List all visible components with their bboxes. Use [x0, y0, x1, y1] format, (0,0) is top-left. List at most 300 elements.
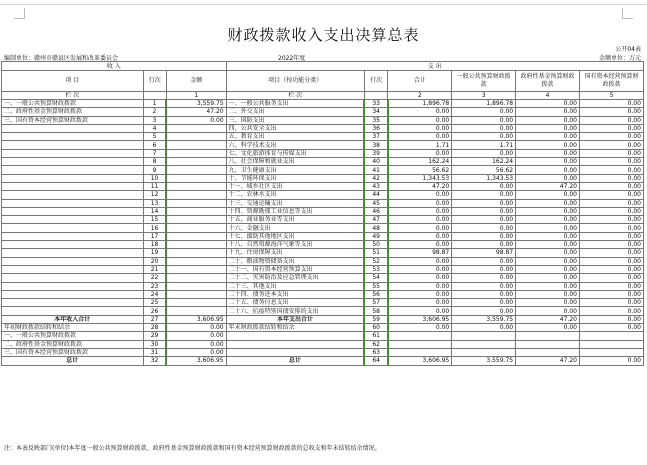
- income-line: 29: [143, 332, 166, 340]
- total-value: [388, 340, 452, 348]
- expense-item: 二十六、抗疫特别国债安排的支出: [226, 307, 364, 315]
- table-row: [2, 158, 644, 166]
- general-budget-header: 一般公共预算财政拨款: [452, 71, 516, 92]
- income-line: 5: [143, 133, 166, 141]
- income-amount: [166, 199, 226, 207]
- income-amount: [166, 158, 226, 166]
- expense-line: 57: [364, 299, 387, 307]
- total-value: 1,896.78: [388, 100, 452, 108]
- income-section-header: 收 入: [2, 62, 227, 71]
- income-line: 3: [143, 116, 166, 124]
- expense-line: 49: [364, 232, 387, 240]
- income-line: 1: [143, 100, 166, 108]
- income-line: 18: [143, 241, 166, 249]
- expense-line: 52: [364, 257, 387, 265]
- expense-line: 56: [364, 290, 387, 298]
- table-row: [2, 133, 644, 141]
- general-value: 0.00: [452, 299, 516, 307]
- col-number-2: 2: [388, 92, 452, 100]
- expense-line: 38: [364, 141, 387, 149]
- report-title: 财政拨款收入支出决算总表: [227, 26, 420, 44]
- general-value: 0.00: [452, 290, 516, 298]
- income-item: [2, 232, 144, 240]
- state-value: 0.00: [579, 174, 643, 182]
- table-row: [2, 108, 644, 116]
- income-line: 15: [143, 216, 166, 224]
- total-value: 56.62: [388, 166, 452, 174]
- total-value: 0.00: [388, 257, 452, 265]
- state-value: 0.00: [579, 224, 643, 232]
- fund-value: [516, 348, 580, 356]
- expense-item: 二十四、债务还本支出: [226, 290, 364, 298]
- total-value: 0.00: [388, 241, 452, 249]
- expense-item: 十八、自然资源海洋气象等支出: [226, 241, 364, 249]
- state-value: 0.00: [579, 216, 643, 224]
- expense-line: 33: [364, 100, 387, 108]
- general-value: 0.00: [452, 224, 516, 232]
- income-amount: [166, 191, 226, 199]
- total-value: 0.00: [388, 207, 452, 215]
- expense-line: 36: [364, 124, 387, 132]
- state-value: [579, 332, 643, 340]
- income-item: 二、政府性基金预算财政拨款: [2, 340, 144, 348]
- expense-item: 二十、粮油物资储备支出: [226, 257, 364, 265]
- income-item: [2, 216, 144, 224]
- total-value: 0.00: [388, 108, 452, 116]
- table-row: [2, 241, 644, 249]
- income-amount-header: 金额: [166, 71, 226, 92]
- expense-line: 43: [364, 182, 387, 190]
- income-item: 三、国有资本经营预算财政拨款: [2, 116, 144, 124]
- income-amount: [166, 249, 226, 257]
- col-number-3: 3: [452, 92, 516, 100]
- expense-item: 二、外交支出: [226, 108, 364, 116]
- income-item: [2, 207, 144, 215]
- expense-line: 60: [364, 324, 387, 332]
- total-value: 0.00: [388, 133, 452, 141]
- table-row: [2, 290, 644, 298]
- income-item: [2, 174, 144, 182]
- expense-item: [226, 340, 364, 348]
- income-amount: [166, 241, 226, 249]
- expense-line: 62: [364, 340, 387, 348]
- expense-item: 十二、农林水支出: [226, 191, 364, 199]
- state-value: 0.00: [579, 265, 643, 273]
- income-item: 一、一般公共预算财政拨款: [2, 332, 144, 340]
- income-item: [2, 274, 144, 282]
- total-value: 0.00: [388, 282, 452, 290]
- general-value: 0.00: [452, 207, 516, 215]
- general-value: 0.00: [452, 133, 516, 141]
- fund-value: 0.00: [516, 116, 580, 124]
- col-number-4: 4: [516, 92, 580, 100]
- expense-item: 九、卫生健康支出: [226, 166, 364, 174]
- income-amount: [166, 265, 226, 273]
- table-row: [2, 224, 644, 232]
- total-value: 0.00: [388, 324, 452, 332]
- expense-line: 42: [364, 174, 387, 182]
- income-line: 2: [143, 108, 166, 116]
- total-value: 47.20: [388, 182, 452, 190]
- total-value: 0.00: [388, 299, 452, 307]
- crop-mark-right: [622, 8, 633, 19]
- income-amount: [166, 133, 226, 141]
- fund-value: 0.00: [516, 324, 580, 332]
- income-amount: 3,606.95: [166, 357, 226, 365]
- expense-item: 六、科学技术支出: [226, 141, 364, 149]
- expense-line: 63: [364, 348, 387, 356]
- total-value: 0.00: [388, 191, 452, 199]
- fund-value: [516, 340, 580, 348]
- col-blank-right: [364, 92, 387, 100]
- income-line: 14: [143, 207, 166, 215]
- general-value: [452, 332, 516, 340]
- income-line: 31: [143, 348, 166, 356]
- income-item: [2, 224, 144, 232]
- total-value: 0.00: [388, 149, 452, 157]
- general-value: 0.00: [452, 274, 516, 282]
- expense-line: 50: [364, 241, 387, 249]
- total-value: 0.00: [388, 274, 452, 282]
- income-line: 7: [143, 149, 166, 157]
- table-row: [2, 116, 644, 124]
- general-value: 98.87: [452, 249, 516, 257]
- general-value: 0.00: [452, 232, 516, 240]
- state-value: 0.00: [579, 241, 643, 249]
- expense-line: 41: [364, 166, 387, 174]
- income-amount: 3,606.95: [166, 315, 226, 323]
- table-row: [2, 174, 644, 182]
- general-value: 1,343.53: [452, 174, 516, 182]
- income-amount: 0.00: [166, 332, 226, 340]
- fund-value: 0.00: [516, 174, 580, 182]
- expense-line: 58: [364, 307, 387, 315]
- state-value: 0.00: [579, 116, 643, 124]
- income-amount: [166, 282, 226, 290]
- fund-value: 0.00: [516, 232, 580, 240]
- income-line: 4: [143, 124, 166, 132]
- income-line: 10: [143, 174, 166, 182]
- general-value: 0.00: [452, 307, 516, 315]
- budget-table: [1, 61, 644, 366]
- general-value: 0.00: [452, 116, 516, 124]
- income-amount: 0.00: [166, 340, 226, 348]
- income-item: [2, 241, 144, 249]
- income-amount: [166, 216, 226, 224]
- income-amount: [166, 232, 226, 240]
- general-value: 0.00: [452, 182, 516, 190]
- table-row: [2, 274, 644, 282]
- expense-line-header: 行次: [364, 71, 387, 92]
- income-item: 本年收入合计: [2, 315, 144, 323]
- fund-value: 0.00: [516, 166, 580, 174]
- income-line: 24: [143, 290, 166, 298]
- state-value: 0.00: [579, 207, 643, 215]
- total-value: 0.00: [388, 116, 452, 124]
- col-label-right: 栏 次: [226, 92, 364, 100]
- expense-item: 十一、城乡社区支出: [226, 182, 364, 190]
- total-value: [388, 348, 452, 356]
- expense-item: 十三、交通运输支出: [226, 199, 364, 207]
- income-item: 一、一般公共预算财政拨款: [2, 100, 144, 108]
- expense-item-header: 项目（按功能分类）: [226, 71, 364, 92]
- table-row: [2, 182, 644, 190]
- state-value: 0.00: [579, 357, 643, 365]
- table-row: [2, 191, 644, 199]
- income-line: 12: [143, 191, 166, 199]
- state-value: 0.00: [579, 315, 643, 323]
- expense-item: 八、社会保障和就业支出: [226, 158, 364, 166]
- total-value: 0.00: [388, 265, 452, 273]
- general-value: 0.00: [452, 257, 516, 265]
- state-value: 0.00: [579, 149, 643, 157]
- state-value: 0.00: [579, 299, 643, 307]
- fund-value: 0.00: [516, 149, 580, 157]
- fund-value: 47.20: [516, 357, 580, 365]
- income-amount: [166, 224, 226, 232]
- state-value: 0.00: [579, 257, 643, 265]
- expense-line: 46: [364, 207, 387, 215]
- income-amount: [166, 307, 226, 315]
- expense-line: 64: [364, 357, 387, 365]
- fund-value: 47.20: [516, 182, 580, 190]
- expense-line: 54: [364, 274, 387, 282]
- table-row: [2, 357, 644, 365]
- income-line: 11: [143, 182, 166, 190]
- state-value: 0.00: [579, 282, 643, 290]
- income-line: 27: [143, 315, 166, 323]
- table-row: [2, 166, 644, 174]
- expense-line: 55: [364, 282, 387, 290]
- total-value: 0.00: [388, 224, 452, 232]
- expense-item: 二十一、国有资本经营预算支出: [226, 265, 364, 273]
- expense-item: [226, 348, 364, 356]
- state-value: [579, 340, 643, 348]
- general-value: 1.71: [452, 141, 516, 149]
- income-item: 总计: [2, 357, 144, 365]
- expense-item: 十五、商业服务业等支出: [226, 216, 364, 224]
- income-item: [2, 282, 144, 290]
- state-value: 0.00: [579, 100, 643, 108]
- state-value: [579, 348, 643, 356]
- income-item: [2, 307, 144, 315]
- col-label-left: 栏 次: [2, 92, 144, 100]
- state-value: 0.00: [579, 199, 643, 207]
- expense-item: 四、公共安全支出: [226, 124, 364, 132]
- table-row: [2, 307, 644, 315]
- expense-section-header: 支 出: [226, 62, 643, 71]
- expense-line: 61: [364, 332, 387, 340]
- expense-item: 十四、资源勘探工业信息等支出: [226, 207, 364, 215]
- total-value: 0.00: [388, 124, 452, 132]
- income-amount: [166, 174, 226, 182]
- general-value: 3,559.75: [452, 357, 516, 365]
- total-value: 162.24: [388, 158, 452, 166]
- expense-item: 十七、援助其他地区支出: [226, 232, 364, 240]
- money-unit: 金额单位：万元: [598, 55, 641, 62]
- income-line: 22: [143, 274, 166, 282]
- expense-item: 年末财政拨款结转和结余: [226, 324, 364, 332]
- footnote: 注：本表反映部门(单位)本年度一般公共预算财政拨款、政府性基金预算财政拨款和国有资本经营预算财政拨款的总收支和年末结转结余情况。: [4, 445, 381, 452]
- general-value: 0.00: [452, 149, 516, 157]
- income-item: [2, 191, 144, 199]
- income-amount: [166, 166, 226, 174]
- expense-item: [226, 332, 364, 340]
- total-value: 0.00: [388, 232, 452, 240]
- income-item: [2, 299, 144, 307]
- total-value: 1.71: [388, 141, 452, 149]
- crop-mark-left: [14, 8, 25, 19]
- col-blank-left: [143, 92, 166, 100]
- table-row: [2, 315, 644, 323]
- fund-value: 0.00: [516, 307, 580, 315]
- income-line: 13: [143, 199, 166, 207]
- income-item: [2, 124, 144, 132]
- general-value: 0.00: [452, 124, 516, 132]
- fund-value: [516, 332, 580, 340]
- state-value: 0.00: [579, 108, 643, 116]
- state-value: 0.00: [579, 166, 643, 174]
- expense-item: 十、节能环保支出: [226, 174, 364, 182]
- table-row: [2, 340, 644, 348]
- total-value: [388, 332, 452, 340]
- state-value: 0.00: [579, 182, 643, 190]
- fund-value: 0.00: [516, 199, 580, 207]
- expense-line: 51: [364, 249, 387, 257]
- income-amount: [166, 182, 226, 190]
- expense-item: 十九、住房保障支出: [226, 249, 364, 257]
- income-line: 19: [143, 249, 166, 257]
- income-line: 21: [143, 265, 166, 273]
- income-amount: 47.20: [166, 108, 226, 116]
- income-item: 年初财政拨款结转和结余: [2, 324, 144, 332]
- expense-line: 34: [364, 108, 387, 116]
- table-row: [2, 141, 644, 149]
- general-value: 0.00: [452, 282, 516, 290]
- table-row: [2, 299, 644, 307]
- general-value: 0.00: [452, 199, 516, 207]
- fund-value: 0.00: [516, 224, 580, 232]
- income-line: 25: [143, 299, 166, 307]
- income-line: 23: [143, 282, 166, 290]
- income-line: 20: [143, 257, 166, 265]
- table-row: [2, 149, 644, 157]
- state-value: 0.00: [579, 290, 643, 298]
- expense-item: 总计: [226, 357, 364, 365]
- reporting-unit: 编制单位：赣州市赣县区发展和改革委员会: [4, 55, 119, 62]
- table-row: [2, 282, 644, 290]
- income-item: [2, 182, 144, 190]
- income-item: [2, 149, 144, 157]
- income-item: [2, 199, 144, 207]
- table-row: [2, 199, 644, 207]
- state-capital-header: 国有资本经营预算财政拨款: [579, 71, 643, 92]
- expense-line: 45: [364, 199, 387, 207]
- fund-value: 0.00: [516, 133, 580, 141]
- expense-item: 三、国防支出: [226, 116, 364, 124]
- expense-item: 七、文化旅游体育与传媒支出: [226, 149, 364, 157]
- income-item: 三、国有资本经营预算财政拨款: [2, 348, 144, 356]
- expense-item: 二十二、灾害防治及应急管理支出: [226, 274, 364, 282]
- income-amount: [166, 149, 226, 157]
- table-row: [2, 124, 644, 132]
- fund-value: 0.00: [516, 100, 580, 108]
- expense-item: 十六、金融支出: [226, 224, 364, 232]
- general-value: 0.00: [452, 241, 516, 249]
- general-value: 0.00: [452, 216, 516, 224]
- total-header: 合计: [388, 71, 452, 92]
- fund-value: 0.00: [516, 207, 580, 215]
- state-value: 0.00: [579, 191, 643, 199]
- general-value: 0.00: [452, 265, 516, 273]
- table-row: [2, 100, 644, 108]
- fund-value: 0.00: [516, 141, 580, 149]
- income-amount: [166, 257, 226, 265]
- income-amount: [166, 274, 226, 282]
- col-number-5: 5: [579, 92, 643, 100]
- total-value: 98.87: [388, 249, 452, 257]
- income-line: 16: [143, 224, 166, 232]
- income-item: [2, 290, 144, 298]
- table-row: [2, 249, 644, 257]
- general-value: 3,559.75: [452, 315, 516, 323]
- fund-value: 0.00: [516, 257, 580, 265]
- expense-line: 44: [364, 191, 387, 199]
- general-value: 0.00: [452, 324, 516, 332]
- fund-value: 0.00: [516, 191, 580, 199]
- col-number-1: 1: [166, 92, 226, 100]
- fund-value: 0.00: [516, 158, 580, 166]
- expense-item: 二十三、其他支出: [226, 282, 364, 290]
- income-line-header: 行次: [143, 71, 166, 92]
- state-value: 0.00: [579, 124, 643, 132]
- income-line: 28: [143, 324, 166, 332]
- fund-value: 0.00: [516, 265, 580, 273]
- table-row: [2, 332, 644, 340]
- fund-value: 0.00: [516, 282, 580, 290]
- table-row: [2, 257, 644, 265]
- total-value: 0.00: [388, 216, 452, 224]
- state-value: 0.00: [579, 232, 643, 240]
- expense-item: 二十五、债务付息支出: [226, 299, 364, 307]
- income-amount: [166, 290, 226, 298]
- income-line: 6: [143, 141, 166, 149]
- income-item: [2, 166, 144, 174]
- fund-value: 0.00: [516, 249, 580, 257]
- income-item: [2, 249, 144, 257]
- income-amount: 0.00: [166, 324, 226, 332]
- income-amount: [166, 207, 226, 215]
- total-value: 0.00: [388, 290, 452, 298]
- expense-line: 53: [364, 265, 387, 273]
- expense-line: 39: [364, 149, 387, 157]
- expense-line: 47: [364, 216, 387, 224]
- income-amount: [166, 299, 226, 307]
- expense-item: 五、教育支出: [226, 133, 364, 141]
- income-item-header: 项 目: [2, 71, 144, 92]
- state-value: 0.00: [579, 307, 643, 315]
- state-value: 0.00: [579, 324, 643, 332]
- general-value: 0.00: [452, 108, 516, 116]
- state-value: 0.00: [579, 249, 643, 257]
- income-item: [2, 141, 144, 149]
- fund-budget-header: 政府性基金预算财政拨款: [516, 71, 580, 92]
- income-item: [2, 265, 144, 273]
- income-line: 30: [143, 340, 166, 348]
- income-item: [2, 158, 144, 166]
- total-value: 3,606.95: [388, 357, 452, 365]
- expense-line: 37: [364, 133, 387, 141]
